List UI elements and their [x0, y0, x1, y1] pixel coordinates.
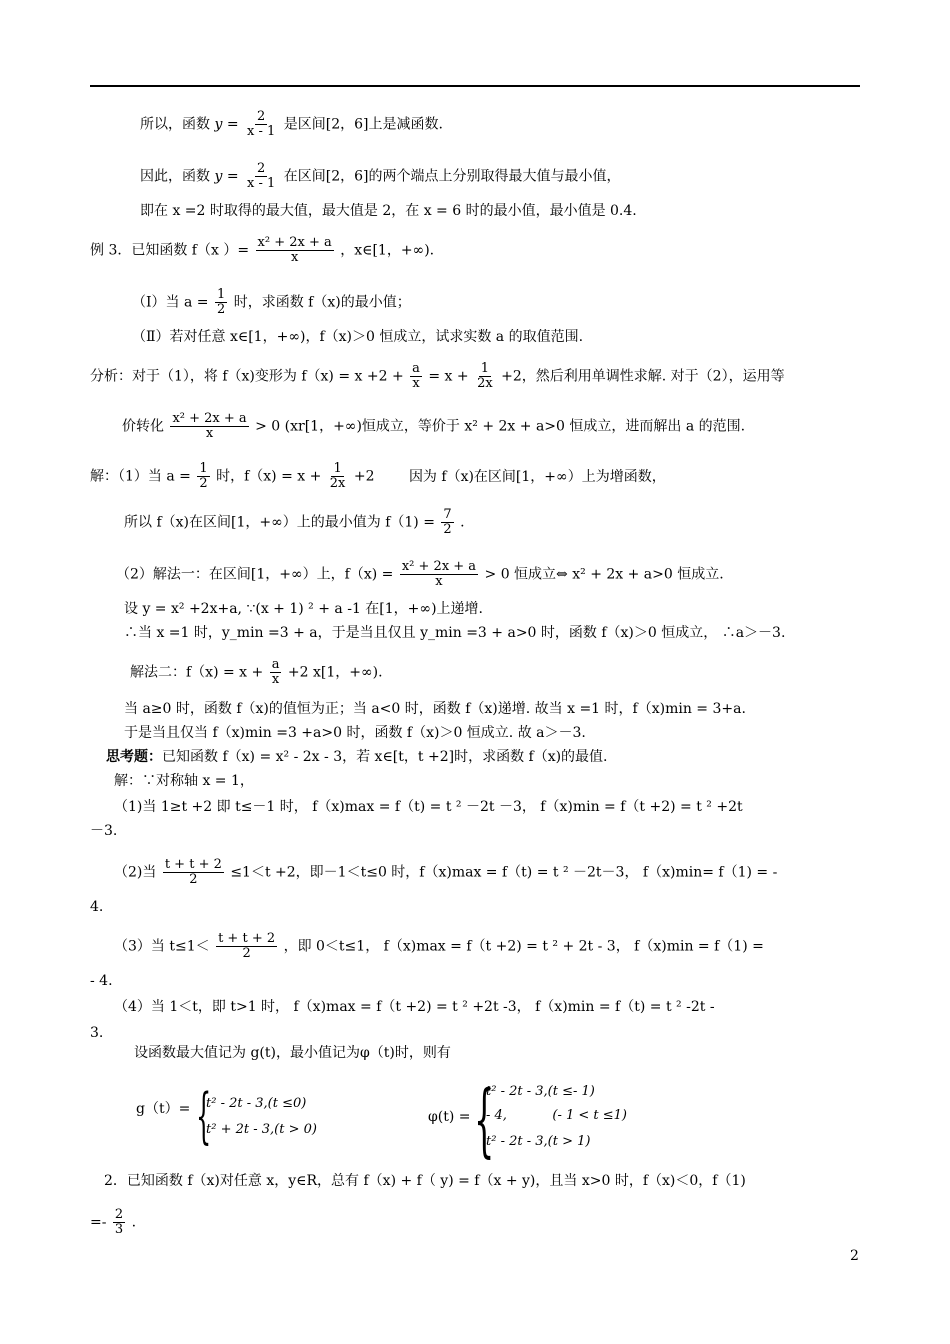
text: （Ⅰ）当 a =	[132, 294, 209, 311]
analysis-line-1	[90, 362, 785, 391]
text: = x +	[428, 368, 469, 385]
denominator: x	[205, 426, 214, 441]
case-2-cont: 4.	[90, 899, 104, 915]
solution-part-1	[90, 462, 666, 491]
case-2	[114, 858, 777, 887]
text: 所以 f（x)在区间[1，+∞）上的最小值为 f（1) =	[124, 514, 435, 531]
text: 解法二：f（x) = x +	[130, 664, 264, 681]
question-1	[132, 288, 411, 317]
text: 是区间[2，6]上是减函数.	[283, 116, 443, 133]
text: 已知函数 f（x) = x² - 2x - 3，若 x∈[t，t +2]时，求函数 f（x)的最值.	[162, 749, 608, 765]
header-rule	[90, 85, 860, 87]
case-3-cont: - 4.	[90, 973, 113, 989]
denominator: 2x	[329, 476, 346, 491]
line-extremes	[140, 162, 620, 191]
denominator: 2x	[477, 376, 493, 391]
phi-row-2: - 4, (- 1 < t ≤1)	[486, 1108, 628, 1123]
text: 因为 f（x)在区间[1，+∞）上为增函数，	[408, 468, 666, 485]
numerator: t + t + 2	[164, 857, 222, 872]
solution-min-value	[124, 508, 465, 537]
text: +2，然后利用单调性求解. 对于（2），运用等	[501, 368, 785, 385]
text: =-	[90, 1214, 107, 1231]
fraction	[400, 560, 478, 589]
text: （3）当 t≤1＜	[114, 938, 210, 955]
problem-2: 2．已知函数 f（x)对任意 x，y∈R，总有 f（x) + f（ y) = f（x + y)，且当 x>0 时，f（x)＜0，f（1)	[104, 1173, 746, 1189]
fraction	[245, 110, 277, 139]
text: 解：（1）当 a =	[90, 468, 191, 485]
fraction	[441, 508, 453, 537]
thinking-solution-axis: 解：∵对称轴 x = 1，	[114, 773, 254, 789]
phi-row-3: t² - 2t - 3,(t > 1)	[486, 1134, 591, 1149]
denominator: x	[290, 250, 299, 265]
thinking-question	[106, 748, 608, 766]
denominator: x	[271, 672, 280, 687]
numerator: a	[412, 361, 420, 376]
numerator: 2	[114, 1207, 124, 1222]
text: ，即 0＜t≤1， f（x)max = f（t +2) = t ² + 2t - 3， f（x)min = f（1) =	[283, 938, 764, 955]
fraction	[170, 412, 248, 441]
text: ≤1＜t +2，即－1＜t≤0 时，f（x)max = f（t) = t ² －2t－3， f（x)min= f（1) = -	[230, 864, 778, 881]
text: 时，f（x) = x +	[216, 468, 322, 485]
text: > 0 (xr[1，+∞)恒成立，等价于 x² + 2x + a>0 恒成立，进而解出 a 的范围.	[255, 418, 746, 435]
fraction	[163, 858, 224, 887]
fraction	[113, 1208, 125, 1237]
text: +2 x[1，+∞).	[287, 664, 383, 681]
numerator: x² + 2x + a	[401, 559, 477, 574]
numerator: 7	[443, 507, 452, 522]
example-3-title	[90, 236, 434, 265]
fraction	[410, 362, 422, 391]
case-1-cont: －3.	[90, 823, 118, 839]
case-3	[114, 932, 764, 961]
equals: =	[226, 168, 239, 185]
method-1-line-3: ∴当 x =1 时，y_min =3 + a，于是当且仅且 y_min =3 + a>0 时，函数 f（x)＞0 恒成立， ∴a＞－3.	[124, 625, 786, 641]
g-row-2: t² + 2t - 3,(t > 0)	[206, 1122, 317, 1137]
numerator: 1	[480, 361, 490, 376]
numerator: 1	[199, 461, 208, 476]
method-1-line-2: 设 y = x² +2x+a, ∵(x + 1) ² + a -1 在[1，+∞)上递增.	[124, 601, 483, 617]
fraction	[215, 288, 227, 317]
text: .	[460, 514, 465, 531]
brace-icon: {	[474, 1073, 495, 1166]
denominator: 2	[189, 872, 198, 887]
denominator: x	[435, 574, 443, 589]
var-y: y	[214, 116, 223, 133]
text: 在区间[2，6]的两个端点上分别取得最大值与最小值，	[283, 168, 621, 185]
numerator: 2	[257, 109, 266, 124]
thinking-label: 思考题：	[106, 749, 162, 765]
case-4-cont: 3.	[90, 1025, 104, 1041]
text: .	[131, 1214, 137, 1231]
brace-icon: {	[196, 1081, 212, 1151]
analysis-line-2	[122, 412, 745, 441]
text: 时，求函数 f（x)的最小值；	[233, 294, 411, 311]
denominator: x - 1	[247, 124, 276, 139]
phi-label: φ(t) =	[428, 1109, 471, 1125]
numerator: a	[271, 657, 280, 672]
fraction	[328, 462, 348, 491]
text: （2)当	[114, 864, 157, 881]
phi-row-1: t² - 2t - 3,(t ≤- 1)	[486, 1084, 595, 1099]
max-min-definition: 设函数最大值记为 g(t)，最小值记为φ（t)时，则有	[134, 1045, 451, 1061]
numerator: 2	[257, 161, 266, 176]
denominator: 2	[443, 522, 452, 537]
text: （2）解法一：在区间[1，+∞）上，f（x) =	[116, 566, 394, 583]
denominator: 2	[216, 302, 226, 317]
case-4: （4）当 1＜t，即 t>1 时， f（x)max = f（t +2) = t ² +2t -3， f（x)min = f（t) = t ² -2t -	[114, 999, 715, 1015]
method-2-line-2: 当 a≥0 时，函数 f（x)的值恒为正；当 a<0 时，函数 f（x)递增. 故当 x =1 时，f（x)min = 3+a.	[124, 701, 746, 717]
text: 所以，函数	[140, 116, 210, 133]
equals: =	[226, 116, 239, 133]
numerator: 1	[216, 287, 226, 302]
text: 价转化	[122, 418, 164, 435]
problem-2-cont	[90, 1208, 136, 1237]
text: > 0 恒成立⇔ x² + 2x + a>0 恒成立.	[484, 566, 724, 583]
fraction	[197, 462, 209, 491]
denominator: x	[412, 376, 420, 391]
g-row-1: t² - 2t - 3,(t ≤0)	[206, 1096, 307, 1111]
text: 分析：对于（1），将 f（x)变形为 f（x) = x +2 +	[90, 368, 404, 385]
fraction	[270, 658, 282, 687]
text: ，x∈[1，+∞).	[340, 242, 435, 259]
numerator: 1	[333, 461, 342, 476]
denominator: 3	[114, 1222, 124, 1237]
fraction	[256, 236, 334, 265]
text: 例 3．已知函数 f（x ）=	[90, 242, 250, 259]
question-2: （Ⅱ）若对任意 x∈[1，+∞)，f（x)＞0 恒成立，试求实数 a 的取值范围.	[132, 329, 584, 345]
line-max-min-values: 即在 x =2 时取得的最大值，最大值是 2，在 x = 6 时的最小值，最小值是 0.4.	[140, 203, 637, 219]
solution-method-1	[116, 560, 724, 589]
denominator: 2	[199, 476, 208, 491]
line-decreasing-function	[140, 110, 443, 139]
numerator: t + t + 2	[218, 931, 276, 946]
var-y: y	[214, 168, 223, 185]
solution-method-2	[130, 658, 383, 687]
method-2-line-3: 于是当且仅当 f（x)min =3 +a>0 时，函数 f（x)＞0 恒成立. 故 a＞－3.	[124, 725, 586, 741]
fraction	[245, 162, 277, 191]
g-label: g（t）=	[136, 1101, 191, 1117]
fraction	[475, 362, 495, 391]
case-1: （1)当 1≥t +2 即 t≤－1 时， f（x)max = f（t) = t ² －2t －3， f（x)min = f（t +2) = t ² +2t	[114, 799, 743, 815]
text: 因此，函数	[140, 168, 210, 185]
page-number: 2	[850, 1248, 859, 1264]
denominator: 2	[242, 946, 251, 961]
numerator: x² + 2x + a	[172, 411, 247, 426]
numerator: x² + 2x + a	[257, 235, 332, 250]
denominator: x - 1	[247, 176, 276, 191]
text: +2	[353, 468, 375, 485]
fraction	[216, 932, 277, 961]
